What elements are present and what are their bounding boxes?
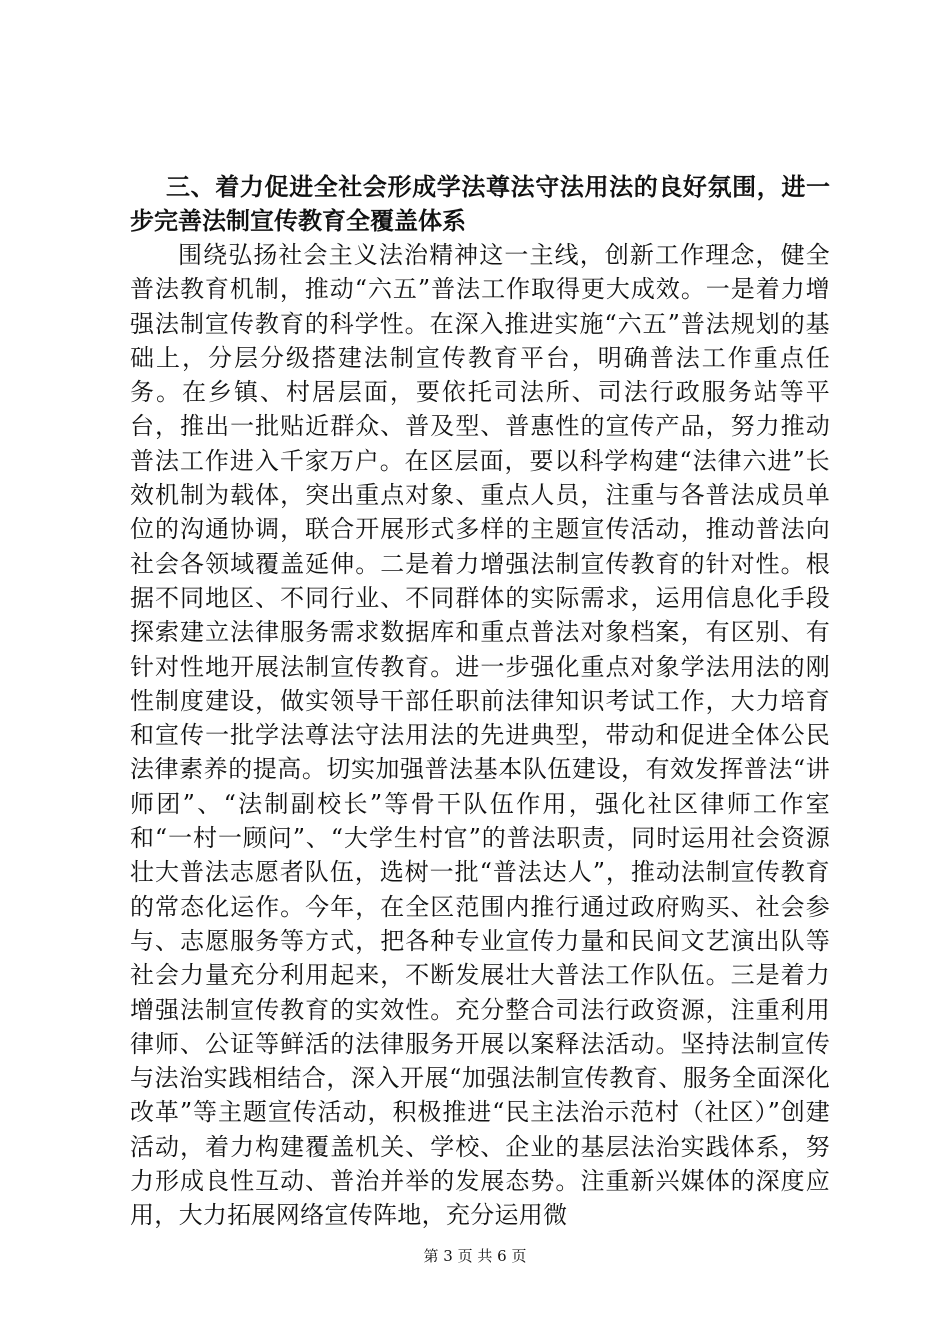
document-body (130, 170, 830, 1233)
section-heading: 三、着力促进全社会形成学法尊法守法用法的良好氛围，进一步完善法制宣传教育全覆盖体系 (130, 172, 830, 235)
page-number-footer: 第 3 页 共 6 页 (423, 1247, 527, 1265)
body-paragraph: 围绕弘扬社会主义法治精神这一主线，创新工作理念，健全普法教育机制，推动“六五”普法工作取得更大成效。一是着力增强法制宣传教育的科学性。在深入推进实施“六五”普法规划的基础上，分层分级搭建法制宣传教育平台，明确普法工作重点任务。在乡镇、村居层面，要依托司法所、司法行政服务站等平台，推出一批贴近群众、普及型、普惠性的宣传产品，努力推动普法工作进入千家万户。在区层面，要以科学构建“法律六进”长效机制为载体，突出重点对象、重点人员，注重与各普法成员单位的沟通协调，联合开展形式多样的主题宣传活动，推动普法向社会各领域覆盖延伸。二是着力增强法制宣传教育的针对性。根据不同地区、不同行业、不同群体的实际需求，运用信息化手段探索建立法律服务需求数据库和重点普法对象档案，有区别、有针对性地开展法制宣传教育。进一步强化重点对象学法用法的刚性制度建设，做实领导干部任职前法律知识考试工作，大力培育和宣传一批学法尊法守法用法的先进典型，带动和促进全体公民法律素养的提高。切实加强普法基本队伍建设，有效发挥普法“讲师团”、“法制副校长”等骨干队伍作用，强化社区律师工作室和“一村一顾问”、“大学生村官”的普法职责，同时运用社会资源壮大普法志愿者队伍，选树一批“普法达人”，推动法制宣传教育的常态化运作。今年，在全区范围内推行通过政府购买、社会参与、志愿服务等方式，把各种专业宣传力量和民间文艺演出队等社会力量充分利用起来，不断发展壮大普法工作队伍。三是着力增强法制宣传教育的实效性。充分整合司法行政资源，注重利用律师、公证等鲜活的法律服务开展以案释法活动。坚持法制宣传与法治实践相结合，深入开展“加强法制宣传教育、服务全面深化改革”等主题宣传活动，积极推进“民主法治示范村（社区）”创建活动，着力构建覆盖机关、学校、企业的基层法治实践体系，努力形成良性互动、普治并举的发展态势。注重新兴媒体的深度应用，大力拓展网络宣传阵地，充分运用微 (130, 241, 830, 1230)
